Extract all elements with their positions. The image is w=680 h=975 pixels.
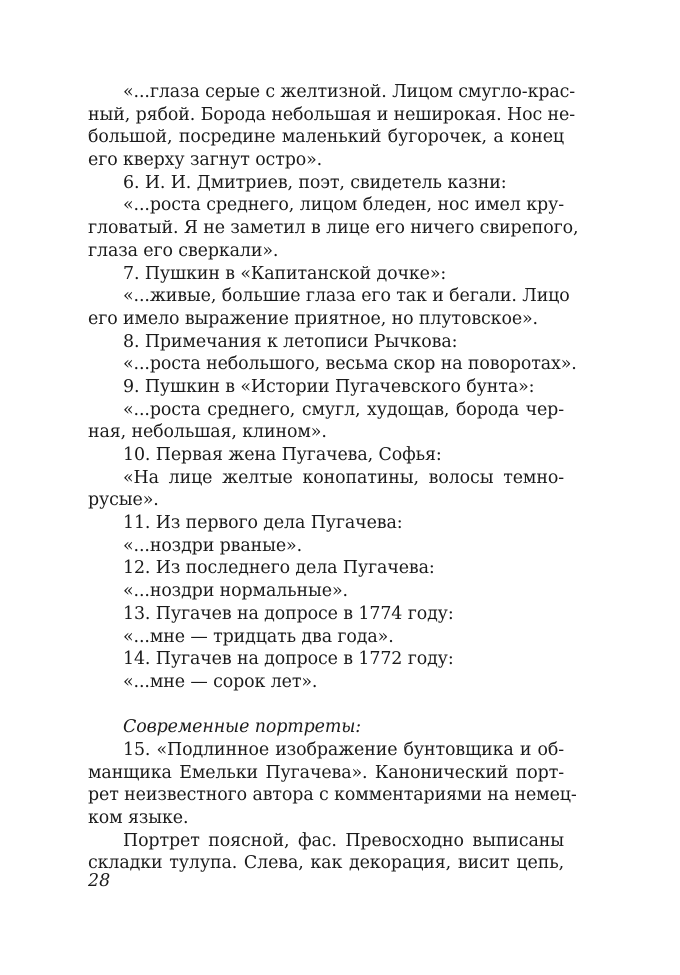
- text-line: 8. Примечания к летописи Рычкова:: [123, 331, 458, 352]
- text-line: его имело выражение приятное, но плутовское».: [88, 308, 538, 329]
- text-line: «...мне — тридцать два года».: [123, 626, 394, 647]
- text-line: 15. «Подлинное изображение бунтовщика и об-: [123, 739, 564, 760]
- text-line: 13. Пугачев на допросе в 1774 году:: [123, 603, 454, 624]
- text-line: 7. Пушкин в «Капитанской дочке»:: [123, 263, 447, 284]
- text-line: 12. Из последнего дела Пугачева:: [123, 558, 435, 579]
- text-line: «На лице желтые конопатины, волосы темно-: [123, 467, 564, 488]
- text-line: ком языке.: [88, 808, 189, 828]
- text-line: 10. Первая жена Пугачева, Софья:: [123, 445, 442, 465]
- text-line: 14. Пугачев на допросе в 1772 году:: [123, 649, 454, 670]
- text-line: 6. И. И. Дмитриев, поэт, свидетель казни:: [123, 172, 507, 193]
- text-line: «...ноздри рваные».: [123, 535, 303, 556]
- text-line: «...роста среднего, смугл, худощав, борода чер-: [123, 399, 564, 420]
- text-line: ный, рябой. Борода небольшая и неширокая. Нос не-: [88, 104, 575, 125]
- text-line: ная, небольшая, клином».: [88, 422, 327, 443]
- text-line: «...роста небольшого, весьма скор на поворотах».: [123, 354, 577, 375]
- text-line: глаза его сверкали».: [88, 240, 279, 261]
- text-line: «...мне — сорок лет».: [123, 671, 318, 692]
- text-line: «...глаза серые с желтизной. Лицом смугло-крас-: [123, 82, 576, 102]
- page-number: 28: [88, 871, 111, 891]
- text-line: манщика Емельки Пугачева». Канонический порт-: [88, 762, 564, 783]
- text-line: «...ноздри нормальные».: [123, 581, 348, 602]
- text-line: его кверху загнут остро».: [88, 150, 323, 171]
- text-line: Портрет поясной, фас. Превосходно выписаны: [123, 830, 564, 851]
- text-line: «...живые, большие глаза его так и бегали. Лицо: [123, 286, 570, 307]
- text-line: рет неизвестного автора с комментариями на немец-: [88, 785, 577, 806]
- text-line: 9. Пушкин в «Истории Пугачевского бунта»:: [123, 376, 535, 397]
- text-line: 11. Из первого дела Пугачева:: [123, 513, 403, 534]
- text-line: русые».: [88, 490, 159, 511]
- text-line: складки тулупа. Слева, как декорация, висит цепь,: [88, 853, 564, 874]
- text-line: гловатый. Я не заметил в лице его ничего свирепого,: [88, 218, 579, 239]
- text-line: «...роста среднего, лицом бледен, нос имел кру-: [123, 195, 564, 216]
- text-line: большой, посредине маленький бугорочек, а конец: [88, 127, 564, 148]
- section-heading: Современные портреты:: [123, 717, 362, 738]
- paragraph-gap: [88, 694, 564, 717]
- page-body: [88, 81, 579, 875]
